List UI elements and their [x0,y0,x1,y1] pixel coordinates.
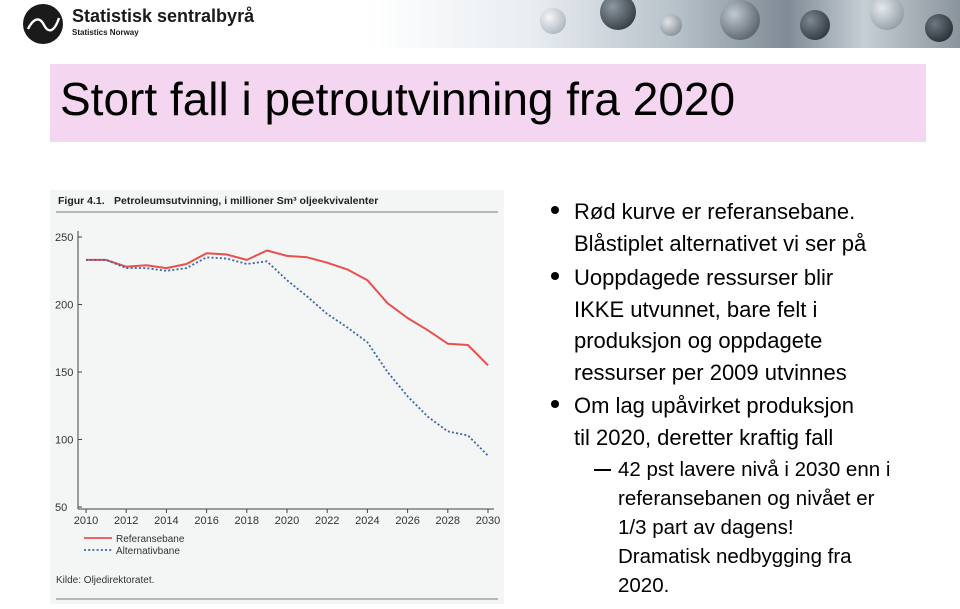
bullet-item [548,262,953,388]
x-tick-label: 2028 [435,515,461,527]
chart-title: Petroleumsutvinning, i millioner Sm³ oljeekvivalenter [114,195,379,207]
org-subtitle: Statistics Norway [72,28,139,37]
org-name: Statistisk sentralbyrå [72,6,255,26]
x-tick-label: 2026 [395,515,420,527]
ssb-logo-icon [22,3,64,45]
chart-figure [50,190,504,604]
decorative-sphere [600,0,636,30]
bullet-list [548,196,953,600]
x-tick-label: 2014 [154,515,179,527]
y-tick-label: 50 [55,502,68,514]
bullet-dot-icon [551,400,559,408]
x-tick-label: 2024 [355,515,380,527]
header-banner [0,0,960,48]
bullet-dot-icon [551,206,559,214]
decorative-sphere [660,14,682,36]
figure-label: Figur 4.1. [58,195,105,207]
series-line-referansebane [86,251,488,366]
dash-icon [594,469,611,471]
sub-bullet-text: 42 pst lavere nivå i 2030 enn i referansebanen og nivået er 1/3 part av dagens! Dramatisk nedbygging fra 2020. [618,458,891,597]
x-tick-label: 2016 [194,515,219,527]
x-tick-label: 2018 [234,515,260,527]
legend-label: Alternativbane [116,546,180,557]
bullet-text: Uoppdagede ressurser blir IKKE utvunnet, bare felt i produksjon og oppdagete ressurser per 2009 utvinnes [574,265,847,385]
x-tick-label: 2020 [274,515,300,527]
decorative-sphere [870,0,904,30]
bullet-text: Om lag upåvirket produksjon til 2020, deretter kraftig fall [574,393,855,450]
x-tick-label: 2012 [113,515,139,527]
bullet-item [548,390,953,453]
x-tick-label: 2022 [314,515,340,527]
legend-label: Referansebane [116,534,185,545]
slide-title: Stort fall i petroutvinning fra 2020 [60,73,736,125]
x-tick-label: 2030 [475,515,501,527]
sub-bullet-item [548,455,953,600]
decorative-sphere [540,8,566,34]
decorative-sphere [925,14,953,42]
y-tick-label: 250 [55,232,74,244]
decorative-sphere [800,10,830,40]
bullet-item [548,196,953,259]
y-tick-label: 150 [55,367,74,379]
y-tick-label: 100 [55,434,74,447]
y-tick-label: 200 [55,299,74,312]
decorative-sphere [720,0,760,40]
bullet-dot-icon [551,272,559,280]
chart-source: Kilde: Oljedirektoratet. [56,575,155,586]
title-band [50,64,926,142]
bullet-text: Rød kurve er referansebane. Blåstiplet alternativet vi ser på [574,199,867,256]
x-tick-label: 2010 [73,515,99,527]
line-chart [50,190,504,604]
series-line-alternativbane [86,257,488,455]
